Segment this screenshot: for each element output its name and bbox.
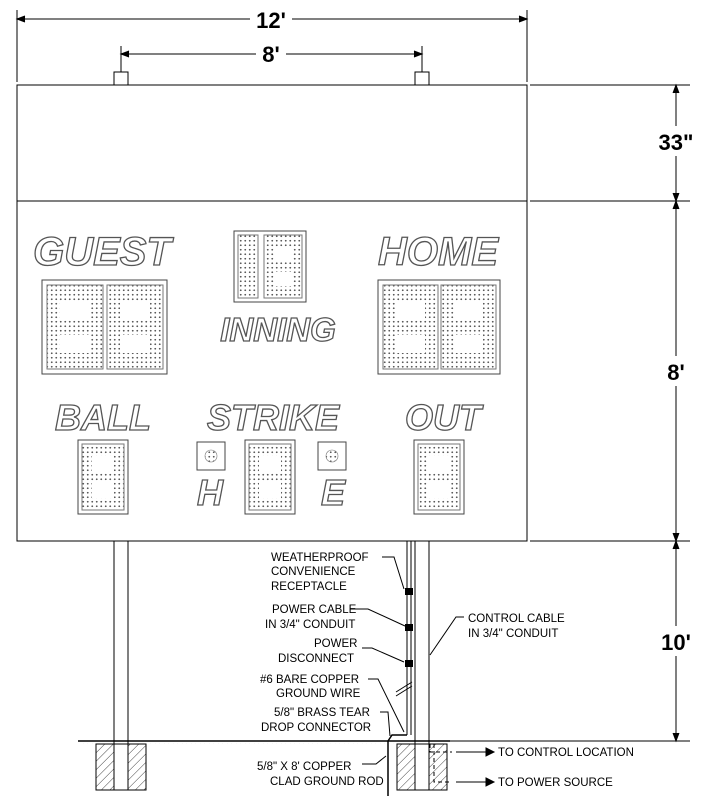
svg-text:IN 3/4" CONDUIT: IN 3/4" CONDUIT: [265, 619, 356, 631]
strike-display: [245, 440, 295, 514]
to-power-label: TO POWER SOURCE: [498, 777, 613, 789]
out-display: [414, 440, 464, 514]
svg-text:CONTROL CABLE: CONTROL CABLE: [468, 613, 565, 625]
inning-display: [234, 231, 306, 302]
svg-text:WEATHERPROOF: WEATHERPROOF: [271, 552, 369, 564]
strike-label: STRIKE: [206, 397, 340, 438]
svg-text:DROP CONNECTOR: DROP CONNECTOR: [261, 722, 372, 734]
underground-arrows: [456, 748, 494, 786]
svg-text:CLAD GROUND ROD: CLAD GROUND ROD: [270, 776, 384, 788]
hit-indicator: [197, 442, 225, 470]
disconnect-callout: [278, 638, 404, 665]
svg-text:#6 BARE COPPER: #6 BARE COPPER: [260, 674, 360, 686]
svg-text:RECEPTACLE: RECEPTACLE: [271, 581, 347, 593]
post-spacing-label: 8': [262, 42, 280, 67]
overall-width-label: 12': [256, 8, 286, 33]
left-post-top: [114, 72, 128, 85]
svg-text:5/8" BRASS TEAR: 5/8" BRASS TEAR: [274, 707, 370, 719]
hit-label: H: [197, 472, 223, 513]
svg-text:POWER: POWER: [314, 638, 358, 650]
mount-height-label: 10': [661, 630, 691, 655]
to-control-label: TO CONTROL LOCATION: [498, 747, 634, 759]
connector-callout: [261, 707, 390, 736]
svg-text:DISCONNECT: DISCONNECT: [278, 653, 355, 665]
svg-text:GROUND WIRE: GROUND WIRE: [276, 688, 361, 700]
power-cable-callout: [265, 604, 405, 631]
conduit-devices: [396, 588, 413, 696]
header-height-label: 33": [658, 130, 694, 155]
right-post-top: [415, 72, 429, 85]
home-score-display: [378, 280, 500, 374]
out-label: OUT: [405, 397, 481, 438]
sign-height-label: 8': [667, 360, 685, 385]
svg-text:CONVENIENCE: CONVENIENCE: [271, 566, 356, 578]
guest-label: GUEST: [33, 230, 171, 274]
receptacle-callout: [271, 552, 404, 593]
guest-score-display: [42, 280, 167, 374]
svg-text:POWER CABLE: POWER CABLE: [272, 604, 357, 616]
ball-label: BALL: [55, 397, 151, 438]
power-conduit: [407, 541, 411, 735]
error-label: E: [320, 472, 346, 513]
svg-text:IN 3/4" CONDUIT: IN 3/4" CONDUIT: [468, 628, 559, 640]
control-cable-callout: [430, 613, 565, 655]
inning-label: INNING: [220, 311, 336, 348]
ball-display: [78, 440, 128, 514]
svg-text:5/8" X 8' COPPER: 5/8" X 8' COPPER: [257, 761, 352, 773]
ground-rod-callout: [257, 756, 386, 788]
header-panel: [17, 85, 527, 201]
home-label: HOME: [378, 230, 498, 274]
error-indicator: [318, 442, 346, 470]
